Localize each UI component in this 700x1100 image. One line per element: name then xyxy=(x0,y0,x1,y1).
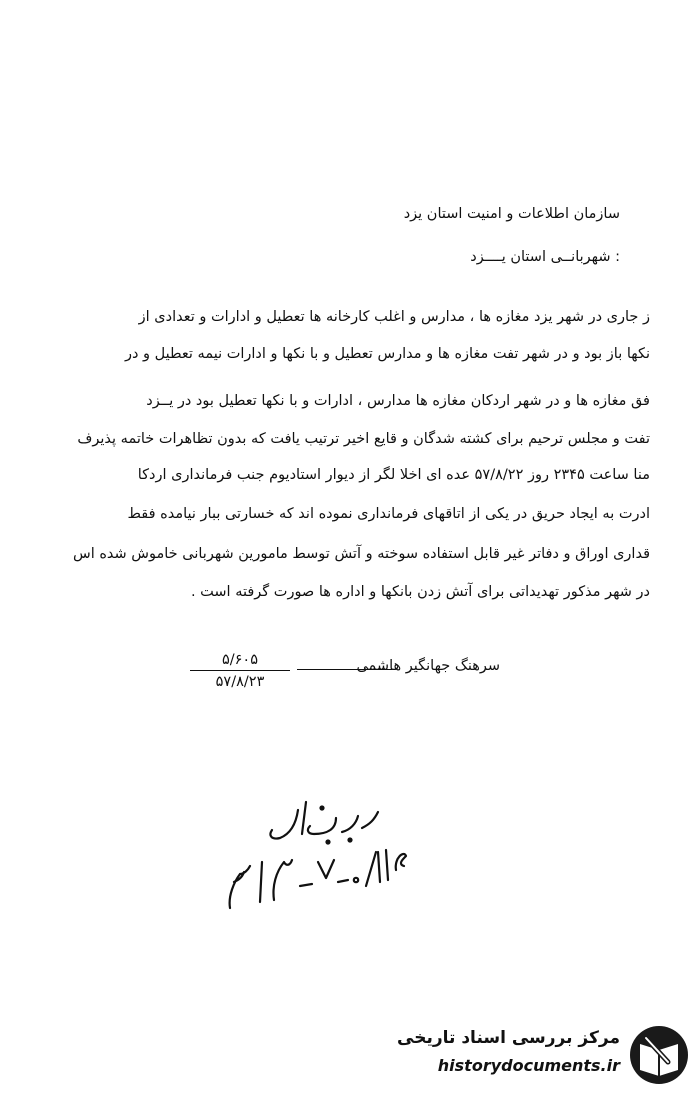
footer-website: historydocuments.ir xyxy=(437,1056,620,1075)
fraction-rule xyxy=(190,670,290,671)
body-line-1: ز جاری در شهر یزد مغازه ها ، مدارس و اغلب کارخانه ها تعطیل و ادارات و تعدادی از xyxy=(138,309,650,325)
body-line-5: منا ساعت ۲۳۴۵ روز ۵۷/۸/۲۲ عده ای اخلا لگر از دیوار استادیوم جنب فرمانداری اردکا xyxy=(137,467,650,483)
reference-number: ۵/۶۰۵ xyxy=(221,652,259,668)
footer-watermark xyxy=(397,1022,692,1088)
signature-block xyxy=(170,652,500,702)
footer-org-name: مرکز بررسی اسناد تاریخی xyxy=(397,1028,620,1048)
reference-fraction xyxy=(190,652,290,690)
handwritten-archive-note xyxy=(210,790,410,920)
body-line-7: قداری اوراق و دفاتر غیر قابل استفاده سوخته و آتش توسط مامورین شهربانی خاموش شده اس xyxy=(73,546,650,562)
body-line-6: ادرت به ایجاد حریق در یکی از اتاقهای فرمانداری نموده اند که خسارتی ببار نیامده فقط xyxy=(127,506,650,522)
reference-date: ۵۷/۸/۲۳ xyxy=(215,674,265,690)
body-line-8: در شهر مذکور تهدیداتی برای آتش زدن بانکها و اداره ها صورت گرفته است . xyxy=(190,584,650,600)
sender-line: : شهربانــی استان یــــزد xyxy=(470,249,620,265)
signatory-name: سرهنگ جهانگیر هاشمی xyxy=(356,658,500,674)
body-line-3: فق مغازه ها و در شهر اردکان مغازه ها مدارس ، ادارات و با نکها تعطیل بود در یــزد xyxy=(146,393,650,409)
book-pen-logo-icon xyxy=(628,1024,690,1086)
handwriting-drawing xyxy=(210,790,410,920)
recipient-line: سازمان اطلاعات و امنیت استان یزد xyxy=(403,206,620,222)
body-line-2: نکها باز بود و در شهر تفت مغازه ها و مدارس تعطیل و با نکها و ادارات نیمه تعطیل و در xyxy=(124,346,650,362)
body-line-4: تفت و مجلس ترحیم برای کشته شدگان و قایع اخیر ترتیب یافت که بدون تظاهرات خاتمه پذیرف xyxy=(77,431,650,447)
signature-dash xyxy=(297,669,392,670)
